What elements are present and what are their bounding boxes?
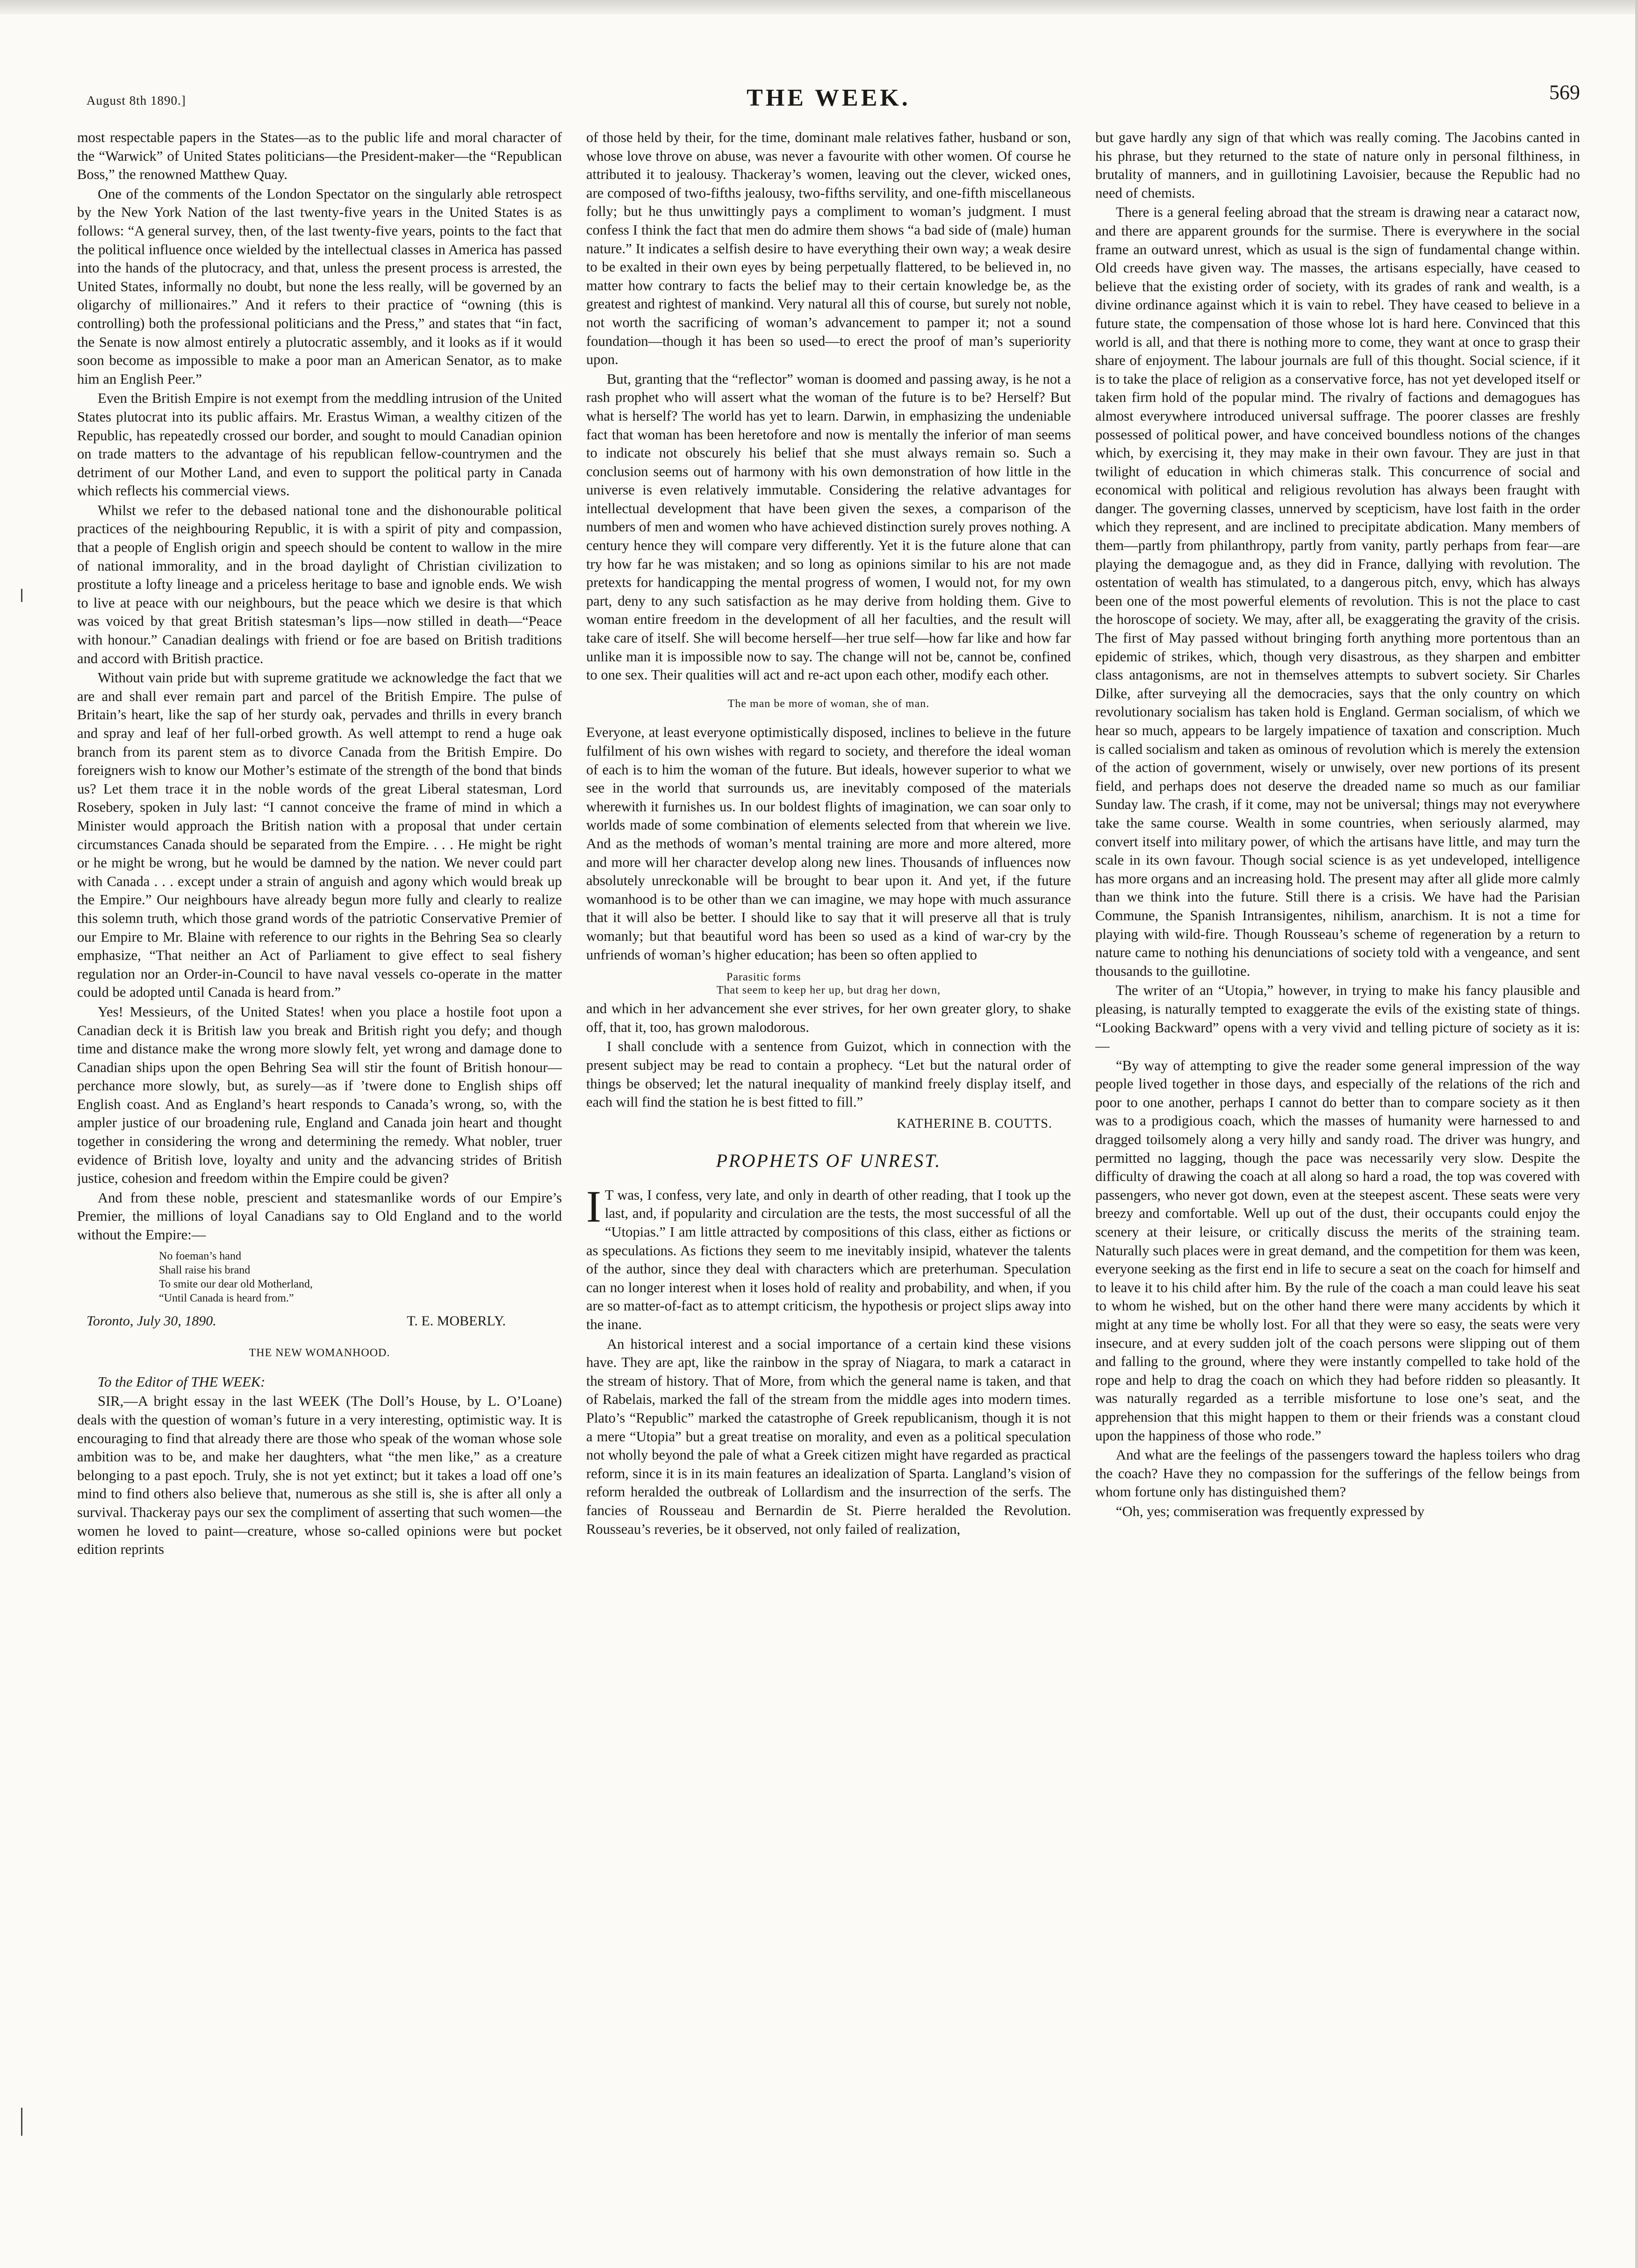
verse-line: Shall raise his brand <box>159 1264 251 1276</box>
margin-mark <box>21 2108 22 2136</box>
inline-quote <box>586 971 1071 997</box>
author-byline: KATHERINE B. COUTTS. <box>897 1116 1052 1131</box>
paragraph: One of the comments of the London Spectator on the singularly able retrospect by the New York Nation of the last twenty-five years in the United States is as follows: “A general survey, then, of the last twenty-five years, points to the fact that the political influence once wielded by the intellectual classes in America has passed into the hands of the plutocracy, and that, unless the present process is arrested, the United States, informally no doubt, but none the less really, will be governed by an oligarchy of millionaires.” And it refers to their practice of “owning (this is controlling) both the professional politicians and the Press,” and states that “in fact, the Senate is now almost entirely a plutocratic assembly, and it looks as if it would soon become as impossible to make a poor man an American Senator, as to make him an English Peer.” <box>77 186 562 387</box>
verse-quote <box>159 1249 562 1305</box>
column-2 <box>586 129 1071 2229</box>
paragraph: Yes! Messieurs, of the United States! when you place a hostile foot upon a Canadian deck it is British law you break and British right you defy; and though time and distance make the wrong more slowly felt, yet wrong and damage done to Canadian ships upon the open Behring Sea will stir the fount of British honour—perchance more slowly, but, as surely—as if ’twere done to English ships off English coast. And as England’s heart responds to Canada’s wrong, so, with the ampler justice of our broadening rule, England and Canada join heart and thought together in considering the wrong and determining the remedy. What nobler, truer evidence of British love, loyalty and unity and the advancing strides of British justice, cohesion and freedom within the Empire could be given? <box>77 1003 562 1187</box>
signature-author: T. E. MOBERLY. <box>407 1313 506 1329</box>
quote-line: Parasitic forms <box>726 971 801 984</box>
paragraph: IT was, I confess, very late, and only in dearth of other reading, that I took up the last, and, if popularity and circulation are the tests, the most successful of all the “Utopias.” I am little attracted by compositions of this class, either as fictions or as speculations. As fictions they seem to me inevitably insipid, whatever the talents of the author, since they deal with characters which are preterhuman. Speculation can no longer interest when it loses hold of reality and probability, and when, if you are so matter-of-fact as to attempt criticism, the hypothesis or project slips away into the inane. <box>586 1181 1071 1333</box>
inline-quote: The man be more of woman, she of man. <box>727 697 930 710</box>
verse-line: No foeman’s hand <box>159 1250 241 1262</box>
page-number: 569 <box>1549 81 1580 104</box>
page-header <box>77 70 1580 126</box>
issue-date: August 8th 1890.] <box>86 93 186 107</box>
paragraph: “By way of attempting to give the reader some general impression of the way people lived together in those days, and especially of the relations of the rich and poor to one another, perhaps I cannot do better than to compare society as it then was to a prodigious coach, which the masses of humanity were harnessed to and dragged toilsomely along a very hilly and sandy road. The driver was hungry, and permitted no lagging, though the pace was necessarily very slow. Despite the difficulty of drawing the coach at all along so hard a road, the top was covered with passengers, who never got down, even at the steepest ascent. These seats were very breezy and comfortable. Well up out of the dust, their occupants could enjoy the scenery at their leisure, or critically discuss the merits of the straining team. Naturally such places were in great demand, and the competition for them was keen, everyone seeking as the first end in life to secure a seat on the coach for himself and to leave it to his child after him. By the rule of the coach a man could leave his seat to whom he wished, but on the other hand there were many accidents by which it might at any time be wholly lost. For all that they were so easy, the seats were very insecure, and at every sudden jolt of the coach persons were slipping out of them and falling to the ground, where they were instantly compelled to take hold of the rope and help to drag the coach on which they had before ridden so pleasantly. It was naturally regarded as a terrible misfortune to lose one’s seat, and the apprehension that this might happen to them or their friends was a constant cloud upon the happiness of those who rode.” <box>1095 1057 1580 1444</box>
margin-mark <box>21 589 22 602</box>
quote-line: That seem to keep her up, but drag her down, <box>716 984 941 997</box>
paragraph: The writer of an “Utopia,” however, in trying to make his fancy plausible and pleasing, is naturally tempted to exaggerate the evils of the existing state of things. “Looking Backward” opens with a very vivid and telling picture of society as it is:— <box>1095 982 1580 1054</box>
paragraph: Whilst we refer to the debased national tone and the dishonourable political practices of the neighbouring Republic, it is with a spirit of pity and compassion, that a people of English origin and speech should be content to wallow in the mire of national immorality, and in the broad daylight of Christian civilization to prostitute a lofty lineage and a priceless heritage to base and ignoble ends. We wish to live at peace with our neighbours, but the peace which we desire is that which was voiced by that great British statesman’s lips—now stilled in death—“Peace with honour.” Canadian dealings with friend or foe are based on British traditions and accord with British practice. <box>77 502 562 666</box>
paragraph: of those held by their, for the time, dominant male relatives father, husband or son, whose love throve on abuse, was never a favourite with other women. Of course he attributed it to jealousy. Thackeray’s women, leaving out the clever, wicked ones, are composed of two-fifths jealousy, two-fifths servility, and one-fifth miscellaneous folly; but he thus unwittingly pays a compliment to woman’s judgment. I must confess I think the fact that men do admire them shows “a bad side of (male) human nature.” It indicates a selfish desire to have everything their own way; a weak desire to be exalted in their own eyes by being perpetually flattered, to be believed in, no matter how contrary to facts the belief may to their certain knowledge be, as the greatest and rightest of mankind. Very natural all this of course, but surely not noble, not worth the sacrificing of woman’s advancement to pamper it; not a sound foundation—though it has been so used—to erect the proof of man’s superiority upon. <box>586 129 1071 368</box>
paragraph: Everyone, at least everyone optimistically disposed, inclines to believe in the future fulfilment of his own wishes with regard to society, and therefore the ideal woman of each is to him the woman of the future. But ideals, however superior to what we see in the world that surrounds us, are inevitably composed of the materials wherewith it furnishes us. In our boldest flights of imagination, we can soar only to worlds made of some combination of elements selected from that wherein we live. And as the methods of woman’s mental training are more and more altered, more and more will her character develop along new lines. Thousands of influences now absolutely unreckonable will be brought to bear upon it. And yet, if the future womanhood is to be other than we can imagine, we may hope with much assurance that it will also be better. I should like to say that it will preserve all that is truly womanly; but that beautiful word has been so used as a kind of war-cry by the unfriends of woman’s higher education; has been so often applied to <box>586 724 1071 963</box>
paragraph: most respectable papers in the States—as to the public life and moral character of the “Warwick” of United States politicians—the President-maker—the “Republican Boss,” the renowned Matthew Quay. <box>77 129 562 183</box>
column-3 <box>1095 129 1580 2229</box>
paragraph: SIR,—A bright essay in the last WEEK (The Doll’s House, by L. O’Loane) deals with the question of woman’s future in a very interesting, optimistic way. It is encouraging to find that already there are those who speak of the woman whose sole ambition was to be, and make her daughters, what “the men like,” as a creature belonging to a past epoch. Truly, she is not yet extinct; but it takes a load off one’s mind to find others also believe that, numerous as she still is, she is after all only a survival. Thackeray pays our sex the compliment of asserting that such women—the women he loved to paint—creature, whose so-called opinions were but pocket edition reprints <box>77 1393 562 1558</box>
section-title: THE NEW WOMANHOOD. <box>249 1347 390 1359</box>
newspaper-page <box>77 70 1580 2229</box>
scan-right-edge <box>1635 0 1638 2268</box>
paragraph: And what are the feelings of the passengers toward the hapless toilers who drag the coach? Have they no compassion for the sufferings of the fellow beings from whom fortune only has distinguished them? <box>1095 1447 1580 1500</box>
paragraph: I shall conclude with a sentence from Guizot, which in connection with the present subject may be read to contain a prophecy. “Let but the natural order of things be observed; let the natural inequality of mankind freely display itself, and each will find the station he is best fitted to fill.” <box>586 1038 1071 1110</box>
verse-line: To smite our dear old Motherland, <box>159 1278 313 1290</box>
column-1 <box>77 129 562 2229</box>
text-columns <box>77 129 1580 2229</box>
paragraph: but gave hardly any sign of that which was really coming. The Jacobins canted in his phrase, but they returned to the state of nature only in personal filthiness, in brutality of manners, and in guillotining Lavoisier, because the Republic had no need of chemists. <box>1095 129 1580 201</box>
paragraph: Without vain pride but with supreme gratitude we acknowledge the fact that we are and shall ever remain part and parcel of the British Empire. The pulse of Britain’s heart, like the sap of her sturdy oak, pervades and thrills in every branch and spray and leaf of her full-orbed growth. As well attempt to rend a huge oak branch from its parent stem as to divorce Canada from the British Empire. Do foreigners wish to know our Mother’s estimate of the strength of the bond that binds us? Let them trace it in the noble words of the great Liberal statesman, Lord Rosebery, spoken in July last: “I cannot conceive the frame of mind in which a Minister would approach the British nation with a proposal that under certain circumstances Canada should be separated from the Empire. . . . He might be right or he might be wrong, but he would be damned by the nation. We never could part with Canada . . . except under a strain of anguish and agony which would break up the Empire.” Our neighbours have already begun more fully and clearly to realize this solemn truth, which those grand words of the patriotic Conservative Premier of our Empire to Mr. Blaine with reference to our rights in the Behring Sea so clearly emphasize, “That neither an Act of Parliament to give effect to seal fishery regulation nor an Order-in-Council to have naval vessels co-operate in the matter could be adopted until Canada is heard from.” <box>77 670 562 1001</box>
signature-place-date: Toronto, July 30, 1890. <box>86 1313 216 1329</box>
paragraph: And from these noble, prescient and statesmanlike words of our Empire’s Premier, the millions of loyal Canadians say to Old England and to the world without the Empire:— <box>77 1189 562 1243</box>
signature-line <box>77 1312 562 1331</box>
paragraph: But, granting that the “reflector” woman is doomed and passing away, is he not a rash prophet who will assert what the woman of the future is to be? Herself? But what is herself? The world has yet to learn. Darwin, in emphasizing the undeniable fact that woman has been heretofore and now is mentally the inferior of man seems to indicate not obscurely his belief that she must always remain so. Such a conclusion seems out of harmony with his own demonstration of how little in the universe is even relatively immutable. Considering the relative advantages for intellectual development that have been given the sexes, a comparison of the numbers of men and women who have achieved distinction surely proves nothing. A century hence they will compare very differently. Yet it is the future alone that can try how far he was mistaken; and so long as opinions similar to his are not made pretexts for handicapping the mental progress of women, I would not, for my own part, deny to any such satisfaction as he may derive from holding them. Give to woman entire freedom in the development of all her faculties, and the result will take care of itself. She will become herself—her true self—how far like and how far unlike man it is impossible now to say. The change will not be, cannot be, confined to one sex. Their qualities will act and re-act upon each other, modify each other. <box>586 371 1071 683</box>
masthead-title: THE WEEK. <box>747 85 911 111</box>
paragraph: and which in her advancement she ever strives, for her own greater glory, to shake off, that it, too, has grown malodorous. <box>586 1001 1071 1035</box>
scan-top-edge <box>0 0 1638 14</box>
verse-line: “Until Canada is heard from.” <box>159 1292 294 1304</box>
letter-salutation: To the Editor of THE WEEK: <box>98 1374 266 1390</box>
paragraph: “Oh, yes; commiseration was frequently expressed by <box>1116 1503 1425 1519</box>
paragraph: Even the British Empire is not exempt from the meddling intrusion of the United States plutocrat into its public affairs. Mr. Erastus Wiman, a wealthy citizen of the Republic, has repeatedly crossed our border, and sought to mould Canadian opinion on trade matters to the advantage of his republican fellow-countrymen and the detriment of our Mother Land, and even to support the political party in Canada which reflects his commercial views. <box>77 390 562 499</box>
paragraph: There is a general feeling abroad that the stream is drawing near a cataract now, and there are apparent grounds for the surmise. There is everywhere in the social frame an outward unrest, which as usual is the sign of fundamental change within. Old creeds have given way. The masses, the artisans especially, have ceased to believe that the existing order of society, with its grades of rank and wealth, is a divine ordinance against which it is vain to rebel. They have ceased to believe in a future state, the compensation of those whose lot is hard here. Convinced that this world is all, and that there is nothing more to come, they want at once to grasp their share of enjoyment. The labour journals are full of this thought. Social science, if it is to take the place of religion as a conservative force, has not yet developed itself or taken firm hold of the popular mind. The rivalry of factions and demagogues has almost everywhere introduced universal suffrage. The poorer classes are freshly possessed of political power, and have conceived boundless notions of the changes which, by exercising it, they may make in their own favour. They are just in that twilight of education in which chimeras stalk. This concurrence of social and economical with political and religious revolution has always been fraught with danger. The governing classes, unnerved by scepticism, have lost faith in the order which they represent, and are inclined to precipitate abdication. Many members of them—partly from philanthropy, partly from vanity, partly perhaps from fear—are playing the demagogue and, as they did in France, dallying with revolution. The ostentation of wealth has stimulated, to a dangerous pitch, envy, which has always been one of the most powerful elements of revolution. This is not the place to cast the horoscope of society. We may, after all, be exaggerating the gravity of the crisis. The first of May passed without bringing forth anything more portentous than an epidemic of strikes, which, though very disastrous, as they sharpen and embitter class antagonisms, are not in themselves attempts to subvert society. Sir Charles Dilke, after surveying all the democracies, says that the only country on which revolutionary socialism has taken hold is England. German socialism, of which we hear so much, appears to be largely impatience of taxation and conscription. Much is called socialism and taken as ominous of revolution which is merely the extension of the action of government, wisely or unwisely, over new portions of its present field, and perhaps does not deserve the dreaded name so much as our familiar Sunday law. The crash, if it come, may not be universal; things may not everywhere take the same course. Wealth in some countries, when seriously alarmed, may convert itself into military power, of which the artisans have little, and may turn the scale in its own favour. Though social science is as yet undeveloped, intelligence has more organs and an increasing hold. The present may after all glide more calmly than we think into the future. Still there is a crisis. We have had the Parisian Commune, the Spanish Intransigentes, nihilism, anarchism. It is not a time for playing with wild-fire. Though Rousseau’s scheme of regeneration by a return to nature came to nothing his denunciations of society told with a vengeance, and sent thousands to the guillotine. <box>1095 204 1580 979</box>
paragraph: An historical interest and a social importance of a certain kind these visions have. They are apt, like the rainbow in the spray of Niagara, to mark a cataract in the stream of history. That of More, from which the general name is taken, and that of Rabelais, marked the fall of the stream from the middle ages into modern times. Plato’s “Republic” marked the catastrophe of Greek republicanism, though it is not a mere “Utopia” but a great treatise on morality, and even as a political speculation not wholly beyond the pale of what a Greek citizen might have regarded as practical reform, since it is in its main features an idealization of Sparta. Langland’s vision of reform heralded the outbreak of Lollardism and the insurrection of the serfs. The fancies of Rousseau and Bernardin de St. Pierre heralded the Revolution. Rousseau’s reveries, be it observed, not only failed of realization, <box>586 1336 1071 1537</box>
section-title: PROPHETS OF UNREST. <box>716 1150 941 1172</box>
